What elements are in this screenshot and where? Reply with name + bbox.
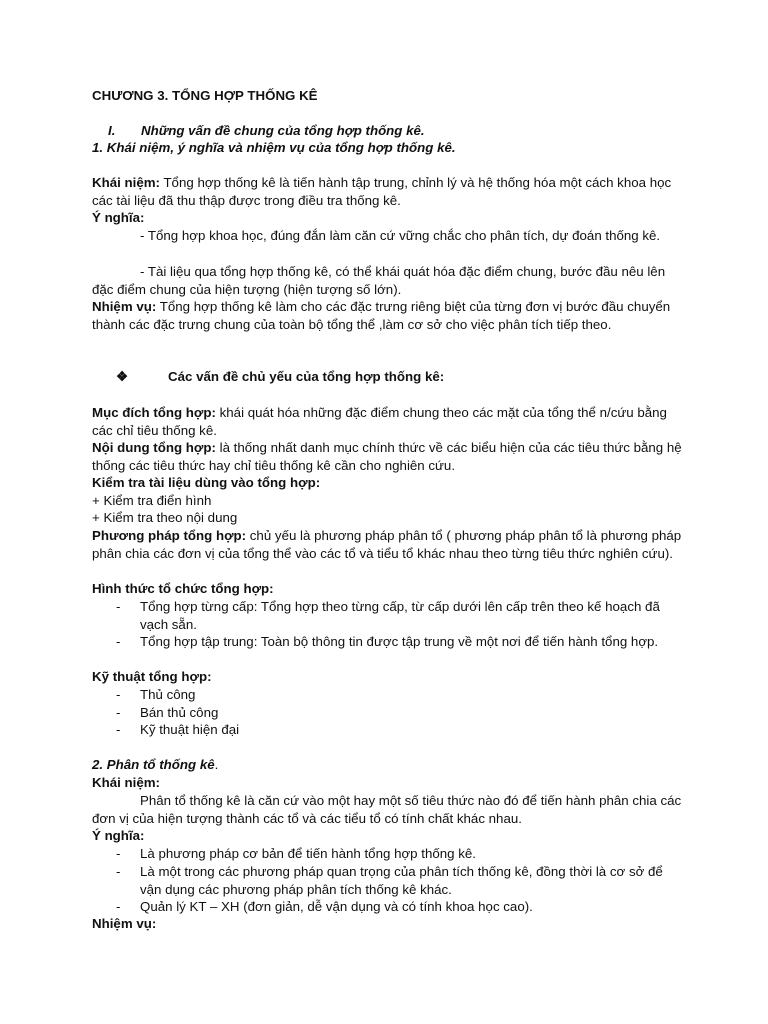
nhiem-vu-text: Tổng hợp thống kê làm cho các đặc trưng riêng biệt của từng đơn vị bước đầu chuyển thành các đặc trưng chung của toàn bộ tổng thể ,làm cơ sở cho việc phân tích tiếp theo.: [92, 299, 671, 332]
y-nghia-item-1: - Tổng hợp khoa học, đúng đắn làm căn cứ vững chắc cho phân tích, dự đoán thống kê.: [140, 228, 661, 243]
paragraph-muc-dich: [92, 404, 682, 439]
paragraph-phuong-phap: [92, 527, 682, 562]
ky-thuat-label: Kỹ thuật tổng hợp:: [92, 669, 212, 684]
diamond-bullet-icon: ❖: [116, 369, 128, 384]
section-2-y-nghia-item: Là phương pháp cơ bản để tiến hành tổng hợp thống kê.: [140, 846, 476, 861]
section-2-y-nghia-item: Quản lý KT – XH (đơn giản, dễ vận dụng và có tính khoa học cao).: [140, 899, 533, 914]
muc-dich-text: khái quát hóa những đặc điểm chung theo các mặt của tổng thể n/cứu bằng các chỉ tiêu thống kê.: [92, 405, 667, 438]
section-2-heading-dot: .: [214, 757, 219, 772]
ky-thuat-item: Thủ công: [140, 687, 196, 702]
nhiem-vu-label: Nhiệm vụ:: [92, 299, 157, 314]
section-2-nhiem-vu-label: Nhiệm vụ:: [92, 916, 157, 931]
section-2-khai-niem-text: Phân tổ thống kê là căn cứ vào một hay một số tiêu thức nào đó để tiến hành phân chia các đơn vị của hiện tượng thành các tổ và các tiểu tổ có tính chất khác nhau.: [92, 793, 682, 826]
list-dash: -: [116, 705, 121, 720]
hinh-thuc-label: Hình thức tổ chức tổng hợp:: [92, 581, 274, 596]
section-heading: [92, 122, 682, 140]
khai-niem-text: Tổng hợp thống kê là tiến hành tập trung, chỉnh lý và hệ thống hóa một cách khoa học các tài liệu đã thu thập được trong điều tra thống kê.: [92, 175, 672, 208]
section-numeral: I.: [108, 123, 116, 138]
noi-dung-text: là thống nhất danh mục chính thức về các biểu hiện của các tiêu thức bằng hệ thống các tiêu thức hay chỉ tiêu thống kê cần cho nghiên cứu.: [92, 440, 682, 473]
paragraph-khai-niem: [92, 174, 682, 209]
paragraph-noi-dung: [92, 439, 682, 474]
ky-thuat-item: Kỹ thuật hiện đại: [140, 722, 240, 737]
list-dash: -: [116, 687, 121, 702]
kiem-tra-item-2: + Kiểm tra theo nội dung: [92, 510, 238, 525]
y-nghia-item-2: - Tài liệu qua tổng hợp thống kê, có thể khái quát hóa đặc điểm chung, bước đầu nêu lên đặc điểm chung của hiện tượng (hiện tượng số lớn).: [92, 264, 666, 297]
list-dash: -: [116, 722, 121, 737]
ky-thuat-item: Bán thủ công: [140, 705, 219, 720]
kiem-tra-item-1: + Kiểm tra điển hình: [92, 493, 212, 508]
hinh-thuc-item: Tổng hợp từng cấp: Tổng hợp theo từng cấp, từ cấp dưới lên cấp trên theo kế hoạch đã vạch sẵn.: [140, 599, 660, 632]
y-nghia-label: Ý nghĩa:: [92, 210, 145, 225]
list-dash: -: [116, 864, 121, 879]
list-dash: -: [116, 899, 121, 914]
chapter-title: CHƯƠNG 3. TỔNG HỢP THỐNG KÊ: [92, 88, 318, 103]
noi-dung-label: Nội dung tổng hợp:: [92, 440, 216, 455]
section-heading-text: Những vấn đề chung của tổng hợp thống kê.: [141, 123, 425, 138]
khai-niem-label: Khái niệm:: [92, 175, 160, 190]
kiem-tra-label: Kiểm tra tài liệu dùng vào tổng hợp:: [92, 475, 321, 490]
section-2-khai-niem-label: Khái niệm:: [92, 775, 160, 790]
list-dash: -: [116, 846, 121, 861]
list-dash: -: [116, 634, 121, 649]
phuong-phap-label: Phương pháp tổng hợp:: [92, 528, 247, 543]
muc-dich-label: Mục đích tổng hợp:: [92, 405, 216, 420]
list-dash: -: [116, 599, 121, 614]
bullet-heading-text: Các vấn đề chủ yếu của tổng hợp thống kê:: [168, 369, 445, 384]
paragraph-nhiem-vu: [92, 298, 682, 333]
hinh-thuc-item: Tổng hợp tập trung: Toàn bộ thông tin được tập trung về một nơi để tiến hành tổng hợp.: [140, 634, 659, 649]
subsection-heading-1: 1. Khái niệm, ý nghĩa và nhiệm vụ của tổng hợp thống kê.: [92, 140, 456, 155]
bullet-heading: [92, 368, 682, 386]
phuong-phap-text: chủ yếu là phương pháp phân tổ ( phương pháp phân tổ là phương pháp phân chia các đơn vị của tổng thể vào các tổ và tiểu tổ khác nhau theo từng tiêu thức nghiên cứu).: [92, 528, 682, 561]
section-2-y-nghia-item: Là một trong các phương pháp quan trọng của phân tích thống kê, đồng thời là cơ sở để vận dụng các phương pháp phân tích thống kê khác.: [140, 864, 663, 897]
section-2-heading-text: 2. Phân tổ thống kê: [92, 757, 215, 772]
section-2-y-nghia-label: Ý nghĩa:: [92, 828, 145, 843]
section-2-heading: [92, 756, 682, 774]
